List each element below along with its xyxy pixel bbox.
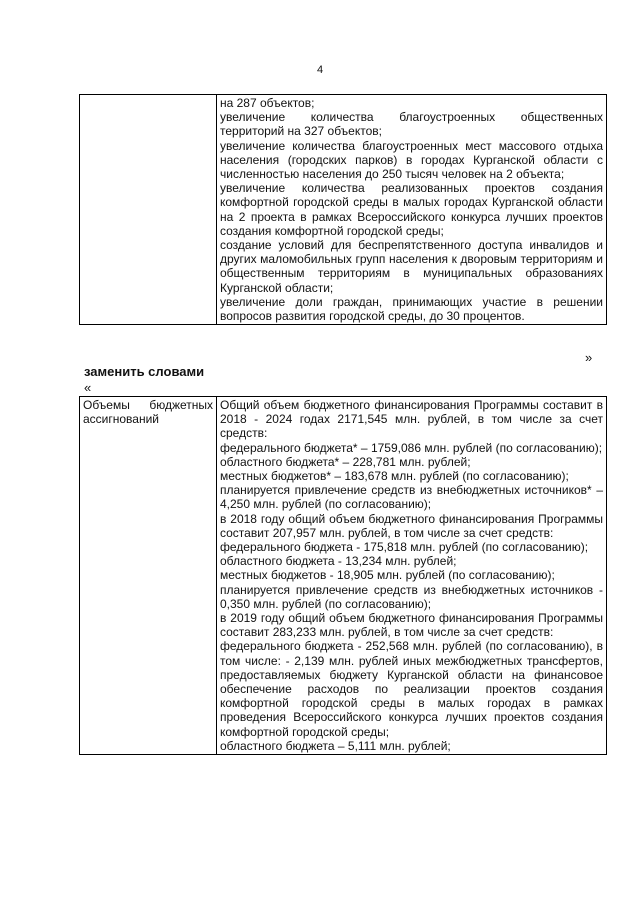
list-item: на 287 объектов; (220, 96, 315, 110)
list-item: федерального бюджета - 175,818 млн. рублей (по согласованию); (220, 540, 589, 555)
table-row (80, 95, 607, 325)
list-item: федерального бюджета - 252,568 млн. рублей (по согласованию), в том числе: - 2,139 млн. рублей иных межбюджетных трансфертов, предоставляемых бюджету Курганской области на финансовое обеспечение расходов по реализации проектов создания комфортной городской среды в малых городах в рамках проведения Всероссийского конкурса лучших проектов создания комфортной городской среды; (220, 639, 603, 739)
list-item: областного бюджета - 13,234 млн. рублей; (220, 554, 457, 569)
list-item: Общий объем бюджетного финансирования Программы составит в 2018 - 2024 годах 2171,545 млн. рублей, в том числе за счет средств: (220, 398, 603, 441)
opening-quote: « (84, 380, 92, 395)
list-item: областного бюджета – 5,111 млн. рублей; (220, 738, 451, 753)
budget-label-cell (80, 397, 217, 755)
targets-cell (217, 95, 607, 325)
list-item: местных бюджетов - 18,905 млн. рублей (по согласованию); (220, 568, 555, 583)
replace-phrase: заменить словами (84, 364, 205, 379)
list-item: создание условий для беспрепятственного доступа инвалидов и других маломобильных групп населения к дворовым территориям и общественным территориям в муниципальных образованиях Курганской области; (220, 238, 603, 295)
list-item: планируется привлечение средств из внебюджетных источников - 0,350 млн. рублей (по согласованию); (220, 582, 603, 611)
budget-table (79, 396, 607, 755)
list-item: в 2019 году общий объем бюджетного финансирования Программы составит 283,233 млн. рублей, в том числе за счет средств: (220, 611, 603, 640)
list-item: увеличение количества реализованных проектов создания комфортной городской среды в малых городах Курганской области на 2 проекта в рамках Всероссийского конкурса лучших проектов создания комфортной городской среды; (220, 181, 603, 238)
targets-table (79, 94, 607, 325)
list-item: федерального бюджета* – 1759,086 млн. рублей (по согласованию); (220, 440, 603, 455)
empty-left-cell (80, 95, 217, 325)
budget-details-cell (217, 397, 607, 755)
list-item: увеличение доли граждан, принимающих участие в решении вопросов развития городской среды, до 30 процентов. (220, 294, 603, 324)
list-item: планируется привлечение средств из внебюджетных источников* – 4,250 млн. рублей (по согласованию); (220, 483, 603, 512)
closing-quote: » (585, 350, 593, 365)
list-item: местных бюджетов* – 183,678 млн. рублей (по согласованию); (220, 469, 569, 484)
list-item: в 2018 году общий объем бюджетного финансирования Программы составит 207,957 млн. рублей, в том числе за счет средств: (220, 511, 603, 540)
list-item: увеличение количества благоустроенных общественных территорий на 327 объектов; (220, 110, 603, 139)
list-item: областного бюджета* – 228,781 млн. рублей; (220, 454, 471, 469)
list-item: увеличение количества благоустроенных мест массового отдыха населения (городских парков) в городах Курганской области с численностью населения до 250 тысяч человек на 2 объекта; (220, 138, 603, 182)
page-number: 4 (316, 64, 324, 76)
table-row (80, 397, 607, 755)
budget-label: Объемы бюджетных ассигнований (83, 398, 213, 427)
